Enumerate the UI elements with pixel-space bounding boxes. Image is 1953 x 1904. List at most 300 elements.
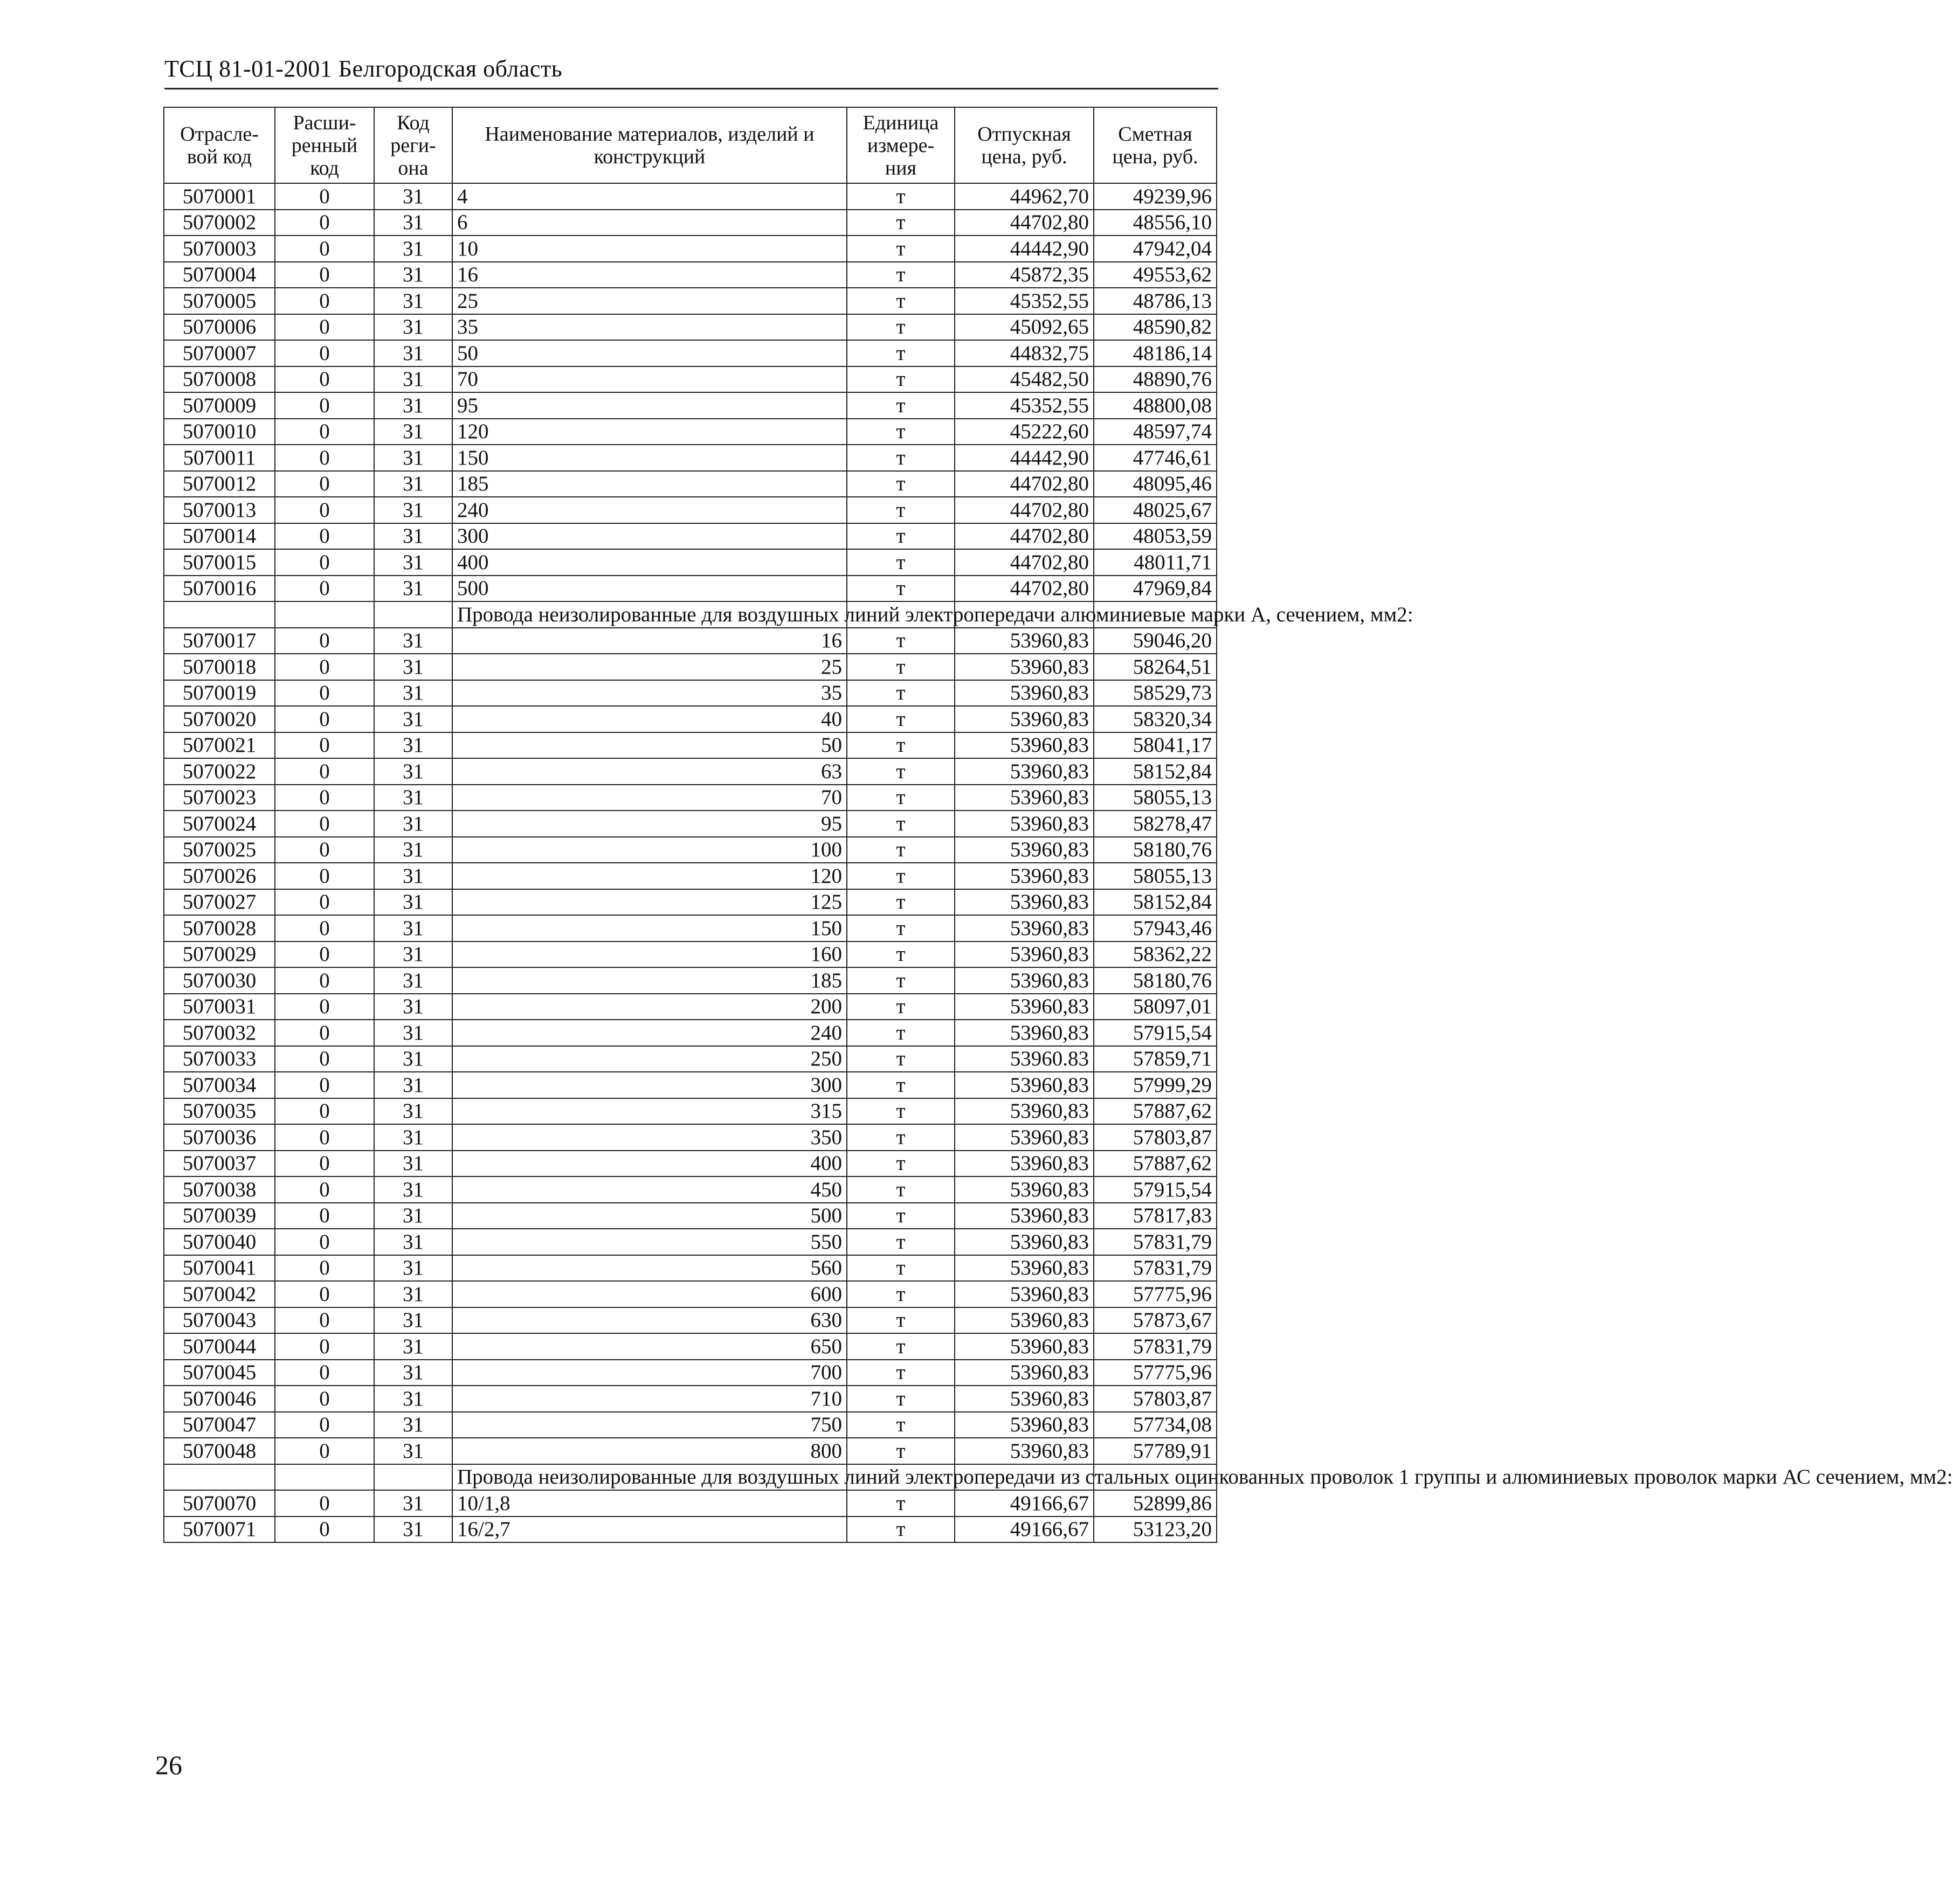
cell-estimate-price: 58097,01: [1094, 994, 1217, 1020]
cell-unit: т: [847, 210, 955, 236]
cell-name: 200: [452, 994, 847, 1020]
table-row: [164, 497, 1217, 523]
cell-name: 160: [452, 941, 847, 968]
cell-region: 31: [374, 314, 452, 341]
cell-name: 650: [452, 1333, 847, 1360]
cell-estimate-price: 57803,87: [1094, 1386, 1217, 1412]
cell-estimate-price: 57789,91: [1094, 1438, 1217, 1464]
cell-region: 31: [374, 549, 452, 576]
cell-release-price: 45872,35: [955, 262, 1094, 288]
cell-code: 5070034: [164, 1072, 275, 1098]
cell-estimate-price: 58055,13: [1094, 785, 1217, 811]
cell-region: 31: [374, 1490, 452, 1517]
cell-region: 31: [374, 967, 452, 994]
cell-estimate-price: 48095,46: [1094, 471, 1217, 497]
table-row: [164, 392, 1217, 419]
column-header-unit: Единица измере-ния: [847, 107, 955, 183]
cell-code: 5070008: [164, 366, 275, 393]
table-header-row: [164, 107, 1217, 183]
table-row: [164, 1517, 1217, 1543]
cell-region: 31: [374, 1307, 452, 1334]
cell-region: 31: [374, 1255, 452, 1282]
table-row: [164, 1438, 1217, 1464]
cell-code: 5070035: [164, 1098, 275, 1125]
empty-cell: [275, 1464, 374, 1491]
header-divider: [164, 88, 1218, 89]
cell-unit: т: [847, 392, 955, 419]
cell-unit: т: [847, 1255, 955, 1282]
table-row: [164, 680, 1217, 707]
cell-ext-code: 0: [275, 419, 374, 445]
cell-estimate-price: 57831,79: [1094, 1255, 1217, 1282]
cell-code: 5070038: [164, 1176, 275, 1203]
cell-name: 50: [452, 340, 847, 366]
page-number: 26: [155, 1750, 182, 1780]
cell-unit: т: [847, 732, 955, 759]
cell-estimate-price: 57734,08: [1094, 1412, 1217, 1438]
cell-name: 185: [452, 967, 847, 994]
cell-region: 31: [374, 1176, 452, 1203]
cell-unit: т: [847, 1360, 955, 1386]
cell-name: 185: [452, 471, 847, 497]
cell-region: 31: [374, 837, 452, 863]
cell-code: 5070033: [164, 1046, 275, 1072]
cell-estimate-price: 57915,54: [1094, 1020, 1217, 1046]
cell-unit: т: [847, 445, 955, 471]
table-row: [164, 1072, 1217, 1098]
cell-region: 31: [374, 471, 452, 497]
cell-ext-code: 0: [275, 340, 374, 366]
cell-region: 31: [374, 994, 452, 1020]
cell-unit: т: [847, 1490, 955, 1517]
cell-unit: т: [847, 994, 955, 1020]
cell-ext-code: 0: [275, 758, 374, 785]
cell-unit: т: [847, 288, 955, 314]
cell-name: 315: [452, 1098, 847, 1125]
cell-unit: т: [847, 549, 955, 576]
cell-region: 31: [374, 680, 452, 707]
cell-release-price: 44442,90: [955, 236, 1094, 262]
cell-release-price: 53960,83: [955, 837, 1094, 863]
cell-unit: т: [847, 340, 955, 366]
cell-region: 31: [374, 1386, 452, 1412]
cell-name: 400: [452, 1151, 847, 1177]
cell-ext-code: 0: [275, 1151, 374, 1177]
cell-ext-code: 0: [275, 941, 374, 968]
table-body: [164, 183, 1953, 1542]
table-row: [164, 236, 1217, 262]
cell-code: 5070003: [164, 236, 275, 262]
cell-ext-code: 0: [275, 1046, 374, 1072]
cell-release-price: 53960,83: [955, 1281, 1094, 1307]
cell-ext-code: 0: [275, 1438, 374, 1464]
table-row: [164, 706, 1217, 732]
cell-estimate-price: 58529,73: [1094, 680, 1217, 707]
cell-region: 31: [374, 419, 452, 445]
cell-ext-code: 0: [275, 1098, 374, 1125]
cell-code: 5070014: [164, 523, 275, 550]
cell-region: 31: [374, 1203, 452, 1229]
cell-release-price: 45222,60: [955, 419, 1094, 445]
cell-name: 800: [452, 1438, 847, 1464]
cell-release-price: 45352,55: [955, 392, 1094, 419]
cell-name: 300: [452, 1072, 847, 1098]
cell-name: 125: [452, 889, 847, 916]
cell-name: 95: [452, 811, 847, 837]
cell-ext-code: 0: [275, 210, 374, 236]
cell-region: 31: [374, 863, 452, 889]
cell-name: 100: [452, 837, 847, 863]
cell-name: 750: [452, 1412, 847, 1438]
table-row: [164, 1229, 1217, 1255]
table-row: [164, 210, 1217, 236]
table-row: [164, 1490, 1217, 1517]
cell-code: 5070042: [164, 1281, 275, 1307]
cell-code: 5070021: [164, 732, 275, 759]
cell-name: 240: [452, 497, 847, 523]
table-row: [164, 340, 1217, 366]
cell-name: 4: [452, 183, 847, 210]
cell-region: 31: [374, 183, 452, 210]
cell-release-price: 53960,83: [955, 1072, 1094, 1098]
cell-estimate-price: 57999,29: [1094, 1072, 1217, 1098]
cell-region: 31: [374, 1229, 452, 1255]
cell-code: 5070019: [164, 680, 275, 707]
table-row: [164, 445, 1217, 471]
cell-code: 5070018: [164, 654, 275, 680]
table-row: [164, 1203, 1217, 1229]
cell-unit: т: [847, 183, 955, 210]
cell-estimate-price: 58320,34: [1094, 706, 1217, 732]
cell-name: 600: [452, 1281, 847, 1307]
cell-code: 5070006: [164, 314, 275, 341]
cell-unit: т: [847, 262, 955, 288]
cell-ext-code: 0: [275, 576, 374, 602]
cell-ext-code: 0: [275, 680, 374, 707]
table-row: [164, 1176, 1217, 1203]
cell-ext-code: 0: [275, 1176, 374, 1203]
cell-region: 31: [374, 889, 452, 916]
cell-estimate-price: 57887,62: [1094, 1151, 1217, 1177]
cell-region: 31: [374, 1020, 452, 1046]
cell-code: 5070070: [164, 1490, 275, 1517]
cell-code: 5070026: [164, 863, 275, 889]
cell-name: 16/2,7: [452, 1517, 847, 1543]
cell-name: 500: [452, 1203, 847, 1229]
cell-name: 120: [452, 419, 847, 445]
table-row: [164, 1386, 1217, 1412]
cell-ext-code: 0: [275, 915, 374, 941]
cell-estimate-price: 48800,08: [1094, 392, 1217, 419]
table-row: [164, 1360, 1217, 1386]
table-row: [164, 471, 1217, 497]
cell-name: 35: [452, 680, 847, 707]
cell-name: 450: [452, 1176, 847, 1203]
table-row: [164, 654, 1217, 680]
cell-ext-code: 0: [275, 262, 374, 288]
cell-code: 5070004: [164, 262, 275, 288]
table-row: [164, 758, 1217, 785]
cell-estimate-price: 48890,76: [1094, 366, 1217, 393]
cell-estimate-price: 57943,46: [1094, 915, 1217, 941]
cell-estimate-price: 57831,79: [1094, 1333, 1217, 1360]
cell-estimate-price: 57803,87: [1094, 1124, 1217, 1151]
cell-region: 31: [374, 628, 452, 654]
cell-unit: т: [847, 1438, 955, 1464]
cell-name: 6: [452, 210, 847, 236]
cell-unit: т: [847, 706, 955, 732]
cell-code: 5070022: [164, 758, 275, 785]
table-row: [164, 314, 1217, 341]
cell-release-price: 44702,80: [955, 549, 1094, 576]
cell-name: 550: [452, 1229, 847, 1255]
cell-code: 5070030: [164, 967, 275, 994]
column-header-name: Наименование материалов, изделий и конструкций: [452, 107, 847, 183]
cell-code: 5070011: [164, 445, 275, 471]
cell-code: 5070020: [164, 706, 275, 732]
cell-estimate-price: 49553,62: [1094, 262, 1217, 288]
table-row: [164, 1124, 1217, 1151]
cell-name: 25: [452, 288, 847, 314]
cell-region: 31: [374, 1360, 452, 1386]
cell-name: 95: [452, 392, 847, 419]
cell-release-price: 44702,80: [955, 523, 1094, 550]
table-row: [164, 1307, 1217, 1334]
table-row: [164, 837, 1217, 863]
cell-ext-code: 0: [275, 628, 374, 654]
cell-code: 5070040: [164, 1229, 275, 1255]
cell-release-price: 53960,83: [955, 1020, 1094, 1046]
section-header-row: [164, 601, 1217, 628]
cell-unit: т: [847, 497, 955, 523]
cell-name: 50: [452, 732, 847, 759]
cell-release-price: 53960,83: [955, 785, 1094, 811]
cell-unit: т: [847, 1124, 955, 1151]
cell-ext-code: 0: [275, 1333, 374, 1360]
cell-name: 150: [452, 915, 847, 941]
price-table: [163, 107, 1953, 1543]
cell-estimate-price: 48053,59: [1094, 523, 1217, 550]
cell-release-price: 53960,83: [955, 680, 1094, 707]
table-row: [164, 915, 1217, 941]
cell-release-price: 53960,83: [955, 1360, 1094, 1386]
column-header-code: Отрасле-вой код: [164, 107, 275, 183]
cell-region: 31: [374, 236, 452, 262]
cell-name: 350: [452, 1124, 847, 1151]
cell-code: 5070002: [164, 210, 275, 236]
cell-ext-code: 0: [275, 183, 374, 210]
cell-ext-code: 0: [275, 1360, 374, 1386]
cell-estimate-price: 57775,96: [1094, 1281, 1217, 1307]
cell-estimate-price: 48786,13: [1094, 288, 1217, 314]
cell-region: 31: [374, 706, 452, 732]
cell-region: 31: [374, 210, 452, 236]
cell-unit: т: [847, 1386, 955, 1412]
cell-release-price: 53960,83: [955, 706, 1094, 732]
cell-unit: т: [847, 1098, 955, 1125]
cell-region: 31: [374, 1438, 452, 1464]
cell-code: 5070027: [164, 889, 275, 916]
cell-name: 300: [452, 523, 847, 550]
cell-name: 10/1,8: [452, 1490, 847, 1517]
cell-ext-code: 0: [275, 811, 374, 837]
page-title: ТСЦ 81-01-2001 Белгородская область: [164, 56, 563, 82]
cell-unit: т: [847, 785, 955, 811]
cell-unit: т: [847, 1229, 955, 1255]
cell-estimate-price: 48556,10: [1094, 210, 1217, 236]
cell-name: 560: [452, 1255, 847, 1282]
cell-estimate-price: 48597,74: [1094, 419, 1217, 445]
cell-region: 31: [374, 392, 452, 419]
cell-release-price: 44702,80: [955, 497, 1094, 523]
cell-ext-code: 0: [275, 706, 374, 732]
table-row: [164, 1281, 1217, 1307]
cell-unit: т: [847, 811, 955, 837]
table-row: [164, 523, 1217, 550]
cell-region: 31: [374, 523, 452, 550]
cell-ext-code: 0: [275, 1517, 374, 1543]
cell-name: 150: [452, 445, 847, 471]
cell-estimate-price: 57915,54: [1094, 1176, 1217, 1203]
cell-code: 5070015: [164, 549, 275, 576]
cell-region: 31: [374, 758, 452, 785]
cell-estimate-price: 59046,20: [1094, 628, 1217, 654]
cell-name: 10: [452, 236, 847, 262]
cell-name: 70: [452, 785, 847, 811]
cell-estimate-price: 57817,83: [1094, 1203, 1217, 1229]
cell-ext-code: 0: [275, 366, 374, 393]
cell-code: 5070001: [164, 183, 275, 210]
cell-estimate-price: 47942,04: [1094, 236, 1217, 262]
empty-cell: [164, 1464, 275, 1491]
cell-region: 31: [374, 654, 452, 680]
table-row: [164, 967, 1217, 994]
cell-name: 120: [452, 863, 847, 889]
cell-region: 31: [374, 366, 452, 393]
cell-release-price: 53960,83: [955, 628, 1094, 654]
cell-unit: т: [847, 758, 955, 785]
table-row: [164, 183, 1217, 210]
cell-ext-code: 0: [275, 1072, 374, 1098]
cell-code: 5070039: [164, 1203, 275, 1229]
cell-region: 31: [374, 1124, 452, 1151]
cell-name: 250: [452, 1046, 847, 1072]
cell-code: 5070047: [164, 1412, 275, 1438]
cell-estimate-price: 58180,76: [1094, 967, 1217, 994]
cell-estimate-price: 58278,47: [1094, 811, 1217, 837]
table-row: [164, 1098, 1217, 1125]
cell-estimate-price: 58152,84: [1094, 889, 1217, 916]
column-header-estimate-price: Сметная цена, руб.: [1094, 107, 1217, 183]
cell-release-price: 53960,83: [955, 1412, 1094, 1438]
cell-code: 5070007: [164, 340, 275, 366]
cell-estimate-price: 58264,51: [1094, 654, 1217, 680]
cell-release-price: 53960,83: [955, 967, 1094, 994]
table-row: [164, 576, 1217, 602]
cell-release-price: 53960,83: [955, 732, 1094, 759]
empty-cell: [275, 601, 374, 628]
table-row: [164, 366, 1217, 393]
cell-code: 5070048: [164, 1438, 275, 1464]
cell-estimate-price: 47746,61: [1094, 445, 1217, 471]
cell-ext-code: 0: [275, 497, 374, 523]
cell-estimate-price: 48590,82: [1094, 314, 1217, 341]
cell-code: 5070010: [164, 419, 275, 445]
cell-release-price: 49166,67: [955, 1517, 1094, 1543]
cell-estimate-price: 58041,17: [1094, 732, 1217, 759]
cell-ext-code: 0: [275, 1386, 374, 1412]
table-row: [164, 1333, 1217, 1360]
table-row: [164, 994, 1217, 1020]
cell-unit: т: [847, 1046, 955, 1072]
cell-code: 5070029: [164, 941, 275, 968]
cell-unit: т: [847, 654, 955, 680]
cell-unit: т: [847, 1176, 955, 1203]
cell-estimate-price: 57859,71: [1094, 1046, 1217, 1072]
cell-code: 5070024: [164, 811, 275, 837]
cell-region: 31: [374, 915, 452, 941]
cell-ext-code: 0: [275, 1412, 374, 1438]
section-title: Провода неизолированные для воздушных линий электропередачи алюминиевые марки А, сечением, мм2:: [452, 601, 847, 628]
cell-ext-code: 0: [275, 994, 374, 1020]
cell-unit: т: [847, 1151, 955, 1177]
cell-code: 5070043: [164, 1307, 275, 1334]
cell-release-price: 53960,83: [955, 1098, 1094, 1125]
cell-unit: т: [847, 915, 955, 941]
cell-region: 31: [374, 1517, 452, 1543]
cell-unit: т: [847, 1517, 955, 1543]
table-row: [164, 732, 1217, 759]
table-row: [164, 811, 1217, 837]
cell-ext-code: 0: [275, 392, 374, 419]
cell-region: 31: [374, 1098, 452, 1125]
cell-ext-code: 0: [275, 288, 374, 314]
cell-region: 31: [374, 497, 452, 523]
cell-region: 31: [374, 941, 452, 968]
cell-unit: т: [847, 837, 955, 863]
cell-release-price: 53960,83: [955, 1386, 1094, 1412]
table-row: [164, 1046, 1217, 1072]
cell-estimate-price: 58152,84: [1094, 758, 1217, 785]
cell-ext-code: 0: [275, 523, 374, 550]
cell-ext-code: 0: [275, 314, 374, 341]
column-header-region: Код реги-она: [374, 107, 452, 183]
cell-name: 16: [452, 628, 847, 654]
cell-release-price: 53960,83: [955, 758, 1094, 785]
cell-release-price: 53960.83: [955, 1046, 1094, 1072]
cell-release-price: 45092,65: [955, 314, 1094, 341]
cell-ext-code: 0: [275, 837, 374, 863]
empty-cell: [374, 601, 452, 628]
cell-unit: т: [847, 1333, 955, 1360]
table-row: [164, 941, 1217, 968]
table-row: [164, 1020, 1217, 1046]
cell-estimate-price: 58055,13: [1094, 863, 1217, 889]
cell-estimate-price: 48025,67: [1094, 497, 1217, 523]
cell-release-price: 53960,83: [955, 1255, 1094, 1282]
cell-code: 5070028: [164, 915, 275, 941]
cell-region: 31: [374, 1046, 452, 1072]
cell-ext-code: 0: [275, 549, 374, 576]
table-row: [164, 1255, 1217, 1282]
cell-ext-code: 0: [275, 445, 374, 471]
cell-ext-code: 0: [275, 471, 374, 497]
section-title: Провода неизолированные для воздушных линий электропередачи из стальных оцинкованных проволок 1 группы и алюминиевых проволок марки АС сечением, мм2:: [452, 1464, 847, 1491]
cell-name: 70: [452, 366, 847, 393]
cell-release-price: 53960,83: [955, 1124, 1094, 1151]
cell-code: 5070031: [164, 994, 275, 1020]
cell-code: 5070037: [164, 1151, 275, 1177]
